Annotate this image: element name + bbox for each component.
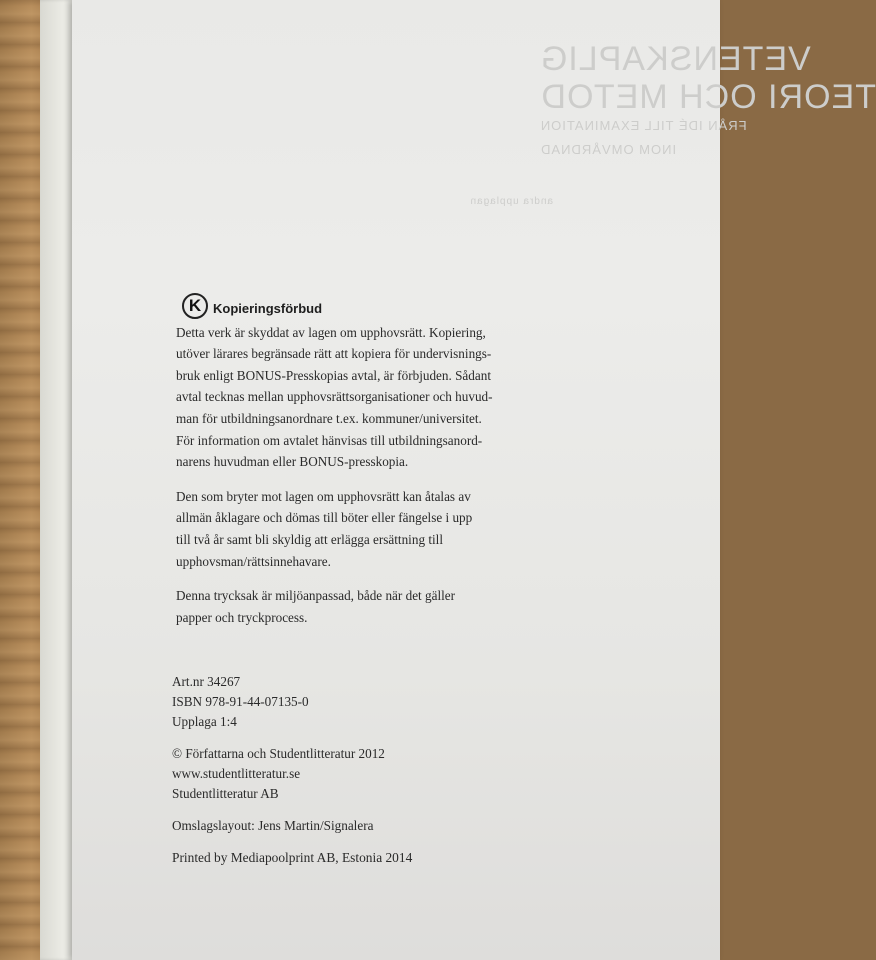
bleed-through-subtitle-1: FRÅN IDÉ TILL EXAMINATION bbox=[540, 118, 747, 133]
cover-layout-credit: Omslagslayout: Jens Martin/Signalera bbox=[172, 818, 374, 833]
text-line: avtal tecknas mellan upphovsrättsorganisationer och huvud- bbox=[176, 389, 493, 405]
text-line: utöver lärares begränsade rätt att kopiera för undervisnings- bbox=[176, 346, 492, 362]
kopieringsforbud-k-icon: K bbox=[182, 293, 208, 319]
copy-notice-header bbox=[182, 292, 536, 320]
printer-credit: Printed by Mediapoolprint AB, Estonia 2014 bbox=[172, 850, 413, 865]
text-line: allmän åklagare och dömas till böter eller fängelse i upp bbox=[176, 510, 473, 526]
text-line: papper och tryckprocess. bbox=[176, 609, 308, 625]
text-line: För information om avtalet hänvisas till utbildningsanord- bbox=[176, 432, 483, 448]
copyright-line: © Författarna och Studentlitteratur 2012 bbox=[172, 746, 385, 761]
copy-notice-paragraph-3 bbox=[176, 585, 536, 628]
text-line: Den som bryter mot lagen om upphovsrätt kan åtalas av bbox=[176, 488, 471, 504]
publisher-name: Studentlitteratur AB bbox=[172, 786, 279, 801]
text-line: till två år samt bli skyldig att erlägga ersättning till bbox=[176, 531, 443, 547]
bleed-through-title-2: TEORI OCH METOD bbox=[540, 78, 876, 116]
bleed-through-subtitle-2: INOM OMVÅRDNAD bbox=[540, 142, 677, 157]
article-number: Art.nr 34267 bbox=[172, 674, 241, 689]
copy-notice-paragraph-1 bbox=[176, 322, 536, 473]
text-line: bruk enligt BONUS-Presskopias avtal, är förbjuden. Sådant bbox=[176, 367, 491, 383]
publisher-website: www.studentlitteratur.se bbox=[172, 766, 301, 781]
copy-notice-paragraph-2 bbox=[176, 486, 536, 572]
copy-notice bbox=[176, 292, 536, 641]
bleed-through-edition: andra upplagan bbox=[470, 196, 554, 207]
text-line: narens huvudman eller BONUS-presskopia. bbox=[176, 454, 409, 470]
text-line: man för utbildningsanordnare t.ex. kommuner/universitet. bbox=[176, 410, 482, 426]
copy-notice-title: Kopieringsförbud bbox=[213, 301, 323, 316]
text-line: Denna trycksak är miljöanpassad, både när det gäller bbox=[176, 588, 456, 604]
text-line: Detta verk är skyddat av lagen om upphovsrätt. Kopiering, bbox=[176, 324, 486, 340]
bleed-through-title-1: VETENSKAPLIG bbox=[540, 40, 811, 78]
isbn: ISBN 978-91-44-07135-0 bbox=[172, 694, 309, 709]
text-line: upphovsman/rättsinnehavare. bbox=[176, 553, 331, 569]
publication-info bbox=[172, 672, 412, 868]
edition: Upplaga 1:4 bbox=[172, 714, 237, 729]
